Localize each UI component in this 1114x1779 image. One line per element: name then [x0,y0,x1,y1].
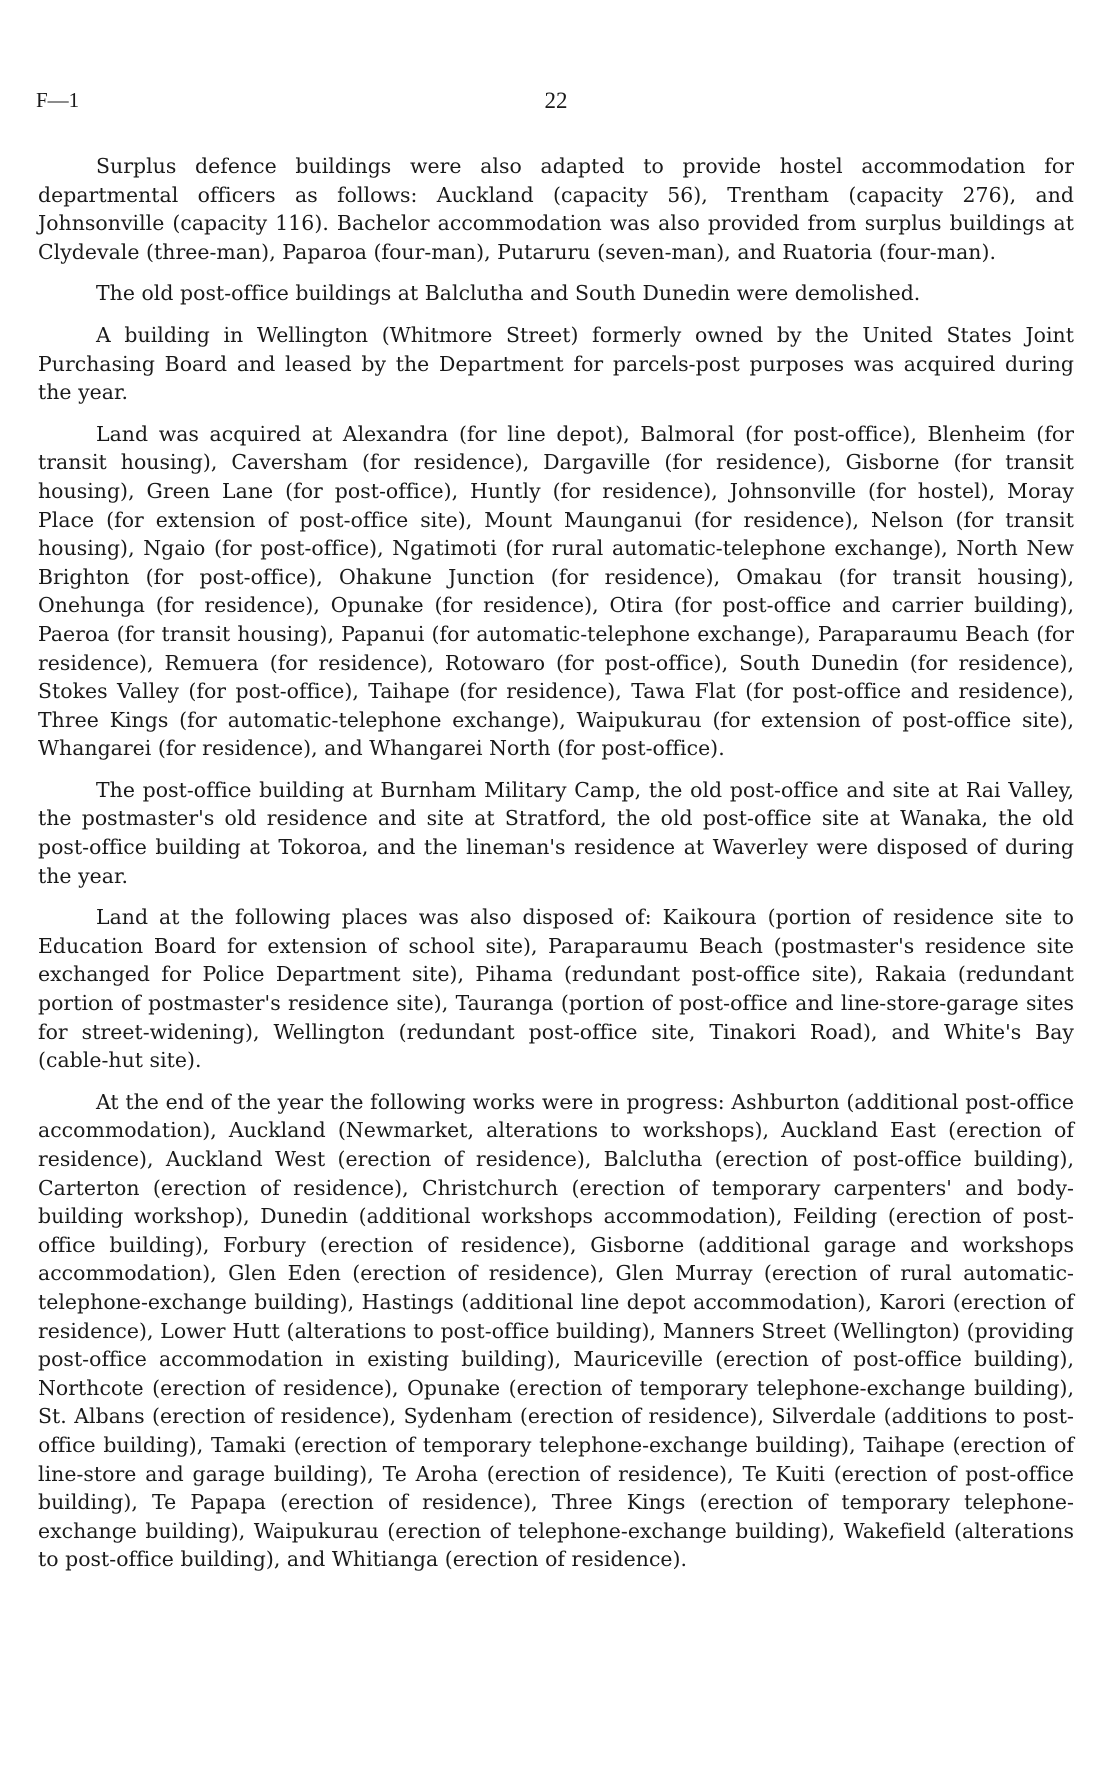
paragraph-land-disposed: Land at the following places was also disposed of: Kaikoura (portion of residence site to Education Board for extension of school site), Paraparaumu Beach (postmaster's residence site exchanged for Police Department site), Pihama (redundant post-office site), Rakaia (redundant portion of postmaster's residence site), Tauranga (portion of post-office and line-store-garage sites for street-widening), Wellington (redundant post-office site, Tinakori Road), and White's Bay (cable-hut site). [38,905,1074,1073]
paragraph-wellington-building: A building in Wellington (Whitmore Street) formerly owned by the United States Joint Purchasing Board and leased by the Department for parcels-post purposes was acquired during the year. [38,322,1074,405]
document-reference: F—1 [36,88,80,112]
page-header [36,88,1076,118]
paragraph-land-acquired: Land was acquired at Alexandra (for line depot), Balmoral (for post-office), Blenheim (for transit housing), Caversham (for residence), Dargaville (for residence), Gisborne (for transit housing), Green Lane (for post-office), Huntly (for residence), Johnsonville (for hostel), Moray Place (for extension of post-office site), Mount Maunganui (for residence), Nelson (for transit housing), Ngaio (for post-office), Ngatimoti (for rural automatic-telephone exchange), North New Brighton (for post-office), Ohakune Junction (for residence), Omakau (for transit housing), Onehunga (for residence), Opunake (for residence), Otira (for post-office and carrier building), Paeroa (for transit housing), Papanui (for automatic-telephone exchange), Paraparaumu Beach (for residence), Remuera (for residence), Rotowaro (for post-office), South Dunedin (for residence), Stokes Valley (for post-office), Taihape (for residence), Tawa Flat (for post-office and residence), Three Kings (for automatic-telephone exchange), Waipukurau (for extension of post-office site), Whangarei (for residence), and Whangarei North (for post-office). [38,421,1074,761]
paragraph-hostel-accommodation: Surplus defence buildings were also adapted to provide hostel accommodation for departmental officers as follows: Auckland (capacity 56), Trentham (capacity 276), and Johnsonville (capacity 116). Bachelor accommodation was also provided from surplus buildings at Clydevale (three-man), Paparoa (four-man), Putaruru (seven-man), and Ruatoria (four-man). [38,154,1074,264]
page-number: 22 [544,88,568,113]
paragraph-demolitions: The old post-office buildings at Balclutha and South Dunedin were demolished. [96,281,921,306]
document-body [38,152,1074,1587]
paragraph-works-in-progress: At the end of the year the following works were in progress: Ashburton (additional post-office accommodation), Auckland (Newmarket, alterations to workshops), Auckland East (erection of residence), Auckland West (erection of residence), Balclutha (erection of post-office building), Carterton (erection of residence), Christchurch (erection of temporary carpenters' and body-building workshop), Dunedin (additional workshops accommodation), Feilding (erection of post-office building), Forbury (erection of residence), Gisborne (additional garage and workshops accommodation), Glen Eden (erection of residence), Glen Murray (erection of rural automatic-telephone-exchange building), Hastings (additional line depot accommodation), Karori (erection of residence), Lower Hutt (alterations to post-office building), Manners Street (Wellington) (providing post-office accommodation in existing building), Mauriceville (erection of post-office building), Northcote (erection of residence), Opunake (erection of temporary telephone-exchange building), St. Albans (erection of residence), Sydenham (erection of residence), Silverdale (additions to post-office building), Tamaki (erection of temporary telephone-exchange building), Taihape (erection of line-store and garage building), Te Aroha (erection of residence), Te Kuiti (erection of post-office building), Te Papapa (erection of residence), Three Kings (erection of temporary telephone-exchange building), Waipukurau (erection of telephone-exchange building), Wakefield (alterations to post-office building), and Whitianga (erection of residence). [38,1089,1074,1572]
paragraph-buildings-disposed: The post-office building at Burnham Military Camp, the old post-office and site at Rai Valley, the postmaster's old residence and site at Stratford, the old post-office site at Wanaka, the old post-office building at Tokoroa, and the lineman's residence at Waverley were disposed of during the year. [38,777,1074,888]
